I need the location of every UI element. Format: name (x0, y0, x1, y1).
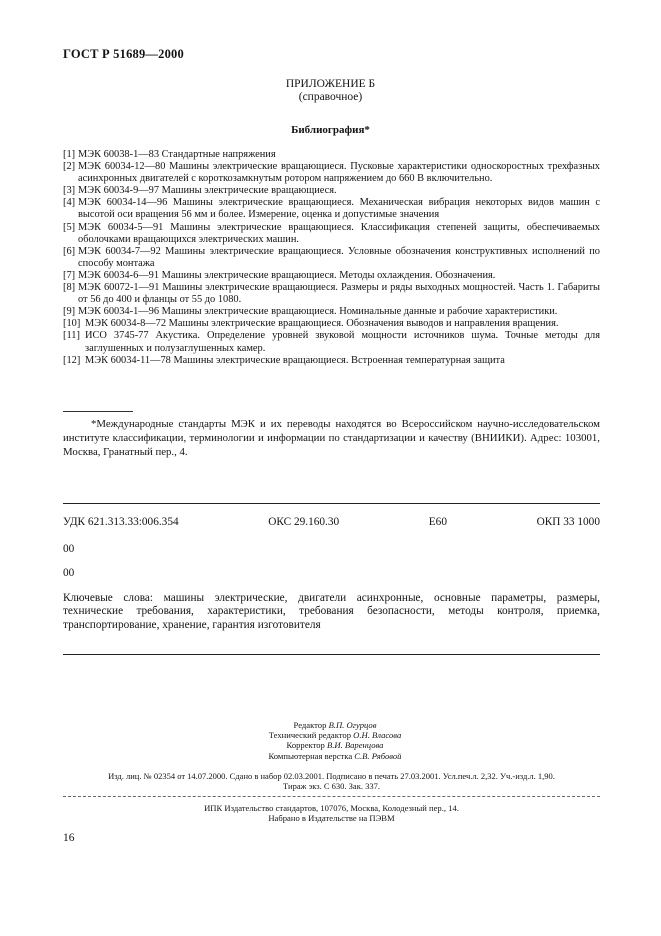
bibliography-item-number: [3] (63, 185, 76, 197)
bibliography-item-text: МЭК 60034-12—80 Машины электрические вращающиеся. Пусковые характеристики односкоростных трехфазных асинхронных двигателей с короткозамкнутым ротором напряжением до 660 В включительно. (78, 161, 600, 185)
bibliography-item-text: МЭК 60034-11—78 Машины электрические вращающиеся. Встроенная температурная защита (85, 354, 505, 366)
bibliography-item (63, 330, 600, 354)
bibliography-title: Библиография* (291, 124, 370, 136)
code-line-1: 00 (63, 543, 75, 555)
keywords: Ключевые слова: машины электрические, двигатели асинхронные, основные параметры, размеры, технические требования, характеристики, требования безопасности, методы контроля, приемка, транспортирование, хранение, гарантия изготовителя (63, 592, 600, 631)
appendix-title: ПРИЛОЖЕНИЕ Б (285, 78, 376, 90)
staff-role: Технический редактор (268, 730, 351, 741)
staff-editor (200, 720, 470, 730)
staff-name: В.П. Огурцов (328, 720, 377, 730)
staff-tech-editor (200, 730, 470, 740)
staff-layout (200, 751, 470, 761)
staff-role: Корректор (286, 740, 325, 751)
appendix-subtitle: (справочное) (298, 91, 363, 103)
bibliography-item-number: [11] (63, 330, 80, 342)
bibliography-item-text: МЭК 60034-1—96 Машины электрические вращающиеся. Номинальные данные и рабочие характеристики. (78, 306, 558, 318)
staff-role: Компьютерная верстка (268, 750, 353, 761)
bibliography-item-number: [10] (63, 318, 81, 330)
bibliography-item-number: [8] (63, 282, 76, 294)
bibliography-item (63, 282, 600, 306)
press-line-1: ИПК Издательство стандартов, 107076, Москва, Колодезный пер., 14. (204, 803, 459, 813)
press-info (63, 803, 600, 824)
publishing-line-2: Тираж экз. С 630. Зак. 337. (283, 781, 380, 792)
bibliography-item-number: [6] (63, 245, 76, 257)
bibliography-item-text: МЭК 60034-14—96 Машины электрические вращающиеся. Механическая вибрация некоторых видов машин с высотой оси вращения 56 мм и более. Измерение, оценка и допустимые значения (78, 197, 600, 221)
bibliography-item-text: МЭК 60072-1—91 Машины электрические вращающиеся. Размеры и ряды выходных мощностей. Часть 1. Габариты от 56 до 400 и фланцы от 55 до 1080. (78, 282, 600, 306)
bibliography-item-number: [9] (63, 306, 76, 318)
bibliography-item-number: [2] (63, 161, 76, 173)
bibliography-item (63, 306, 600, 318)
bibliography-item (63, 270, 600, 282)
publishing-info (63, 771, 600, 792)
page-number: 16 (63, 832, 75, 844)
publishing-line-1: Изд. лиц. № 02354 от 14.07.2000. Сдано в набор 02.03.2001. Подписано в печать 27.03.2001. Усл.печ.л. 2,32. Уч.-изд.л. 1,90. (108, 771, 555, 781)
bibliography-item-number: [4] (63, 197, 76, 209)
okp-code: ОКП 33 1000 (536, 516, 600, 528)
bibliography-item (63, 185, 600, 197)
staff-name: С.В. Рябовой (354, 750, 402, 761)
press-line-2: Набрано в Издательстве на ПЭВМ (268, 813, 395, 824)
bibliography-item (63, 246, 600, 270)
imprint-divider (63, 796, 600, 797)
classification-codes (63, 516, 600, 528)
editorial-staff (200, 720, 470, 761)
bibliography-item-text: МЭК 60038-1—83 Стандартные напряжения (78, 149, 276, 160)
bibliography-item (63, 222, 600, 246)
staff-role: Редактор (293, 720, 327, 730)
bibliography-item (63, 355, 600, 367)
group-code: Е60 (428, 516, 447, 528)
staff-name: В.И. Варенцова (326, 740, 384, 751)
bibliography-item-text: МЭК 60034-9—97 Машины электрические вращающиеся. (78, 185, 337, 197)
appendix-heading (0, 78, 661, 104)
bibliography-item-text: ИСО 3745-77 Акустика. Определение уровней звуковой мощности источников шума. Точные методы для заглушенных и полузаглушенных камер. (85, 330, 600, 354)
bibliography-item (63, 197, 600, 221)
footnote: *Международные стандарты МЭК и их переводы находятся во Всероссийском научно-исследовательском институте классификации, терминологии и информации по стандартизации и качеству (ВНИИКИ). Адрес: 103001, Москва, Гранатный пер., 4. (63, 418, 600, 459)
footnote-rule (63, 411, 133, 412)
udk-code: УДК 621.313.33:006.354 (63, 516, 179, 528)
staff-name: О.Н. Власова (353, 730, 402, 741)
section-divider-bottom (63, 654, 600, 655)
code-line-2: 00 (63, 567, 75, 579)
standard-code: ГОСТ Р 51689—2000 (63, 47, 184, 61)
bibliography-item-number: [1] (63, 149, 76, 160)
bibliography-item-text: МЭК 60034-7—92 Машины электрические вращающиеся. Условные обозначения конструктивных исполнений по способу монтажа (78, 245, 600, 269)
bibliography-item (63, 318, 600, 330)
section-divider-top (63, 503, 600, 504)
staff-corrector (200, 740, 470, 750)
bibliography-item-number: [12] (63, 354, 81, 366)
bibliography-item (63, 161, 600, 185)
bibliography-item-text: МЭК 60034-8—72 Машины электрические вращающиеся. Обозначения выводов и направления вращения. (85, 318, 559, 330)
bibliography-item-number: [7] (63, 269, 76, 281)
bibliography-item-number: [5] (63, 221, 76, 233)
bibliography-item-text: МЭК 60034-5—91 Машины электрические вращающиеся. Классификация степеней защиты, обеспечиваемых оболочками вращающихся электрических машин. (78, 221, 600, 245)
bibliography-item-text: МЭК 60034-6—91 Машины электрические вращающиеся. Методы охлаждения. Обозначения. (78, 269, 496, 281)
oks-code: ОКС 29.160.30 (268, 516, 340, 528)
bibliography-item (63, 149, 600, 161)
bibliography-list (63, 149, 600, 367)
